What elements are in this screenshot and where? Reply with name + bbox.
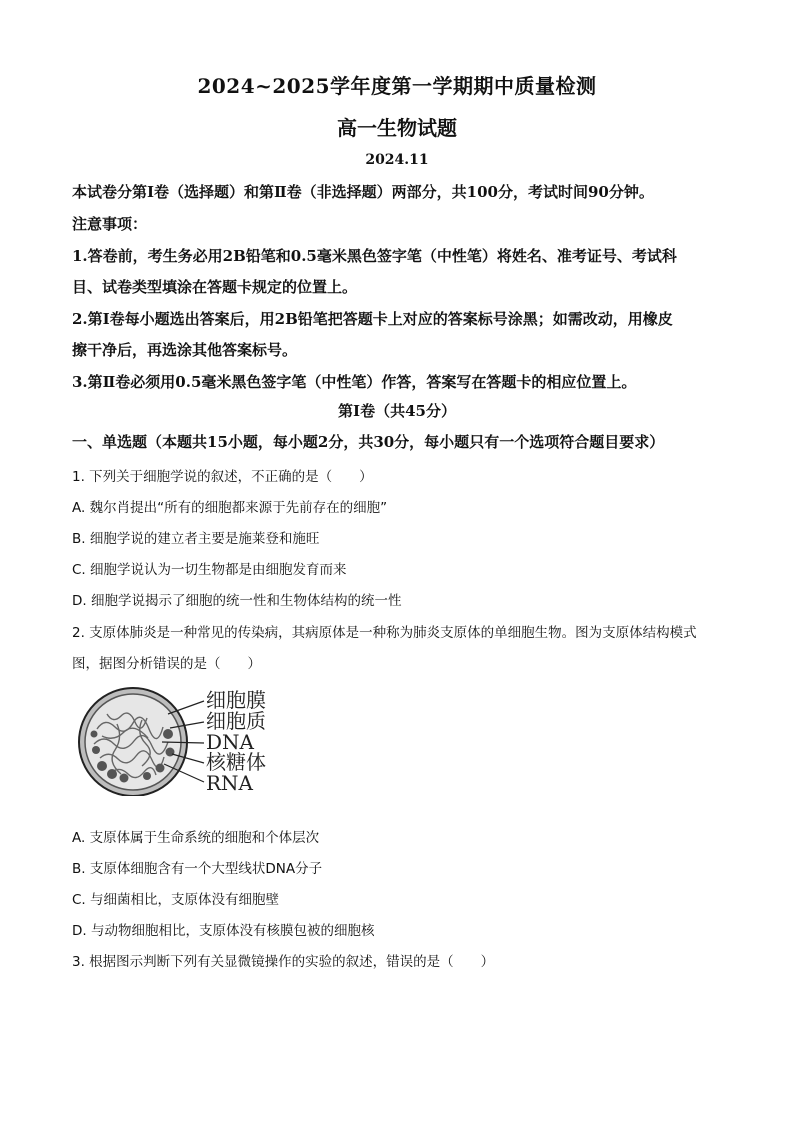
- notice-item-2-line-1: 2.第Ⅰ卷每小题选出答案后，用2B铅笔把答题卡上对应的答案标号涂黑；如需改动，用橡皮: [72, 310, 673, 328]
- exam-title: 2024~2025学年度第一学期期中质量检测: [197, 74, 597, 98]
- intro-text: 本试卷分第Ⅰ卷（选择题）和第Ⅱ卷（非选择题）两部分，共100分，考试时间90分钟。: [72, 183, 654, 201]
- notice-item-3: 3.第Ⅱ卷必须用0.5毫米黑色签字笔（中性笔）作答，答案写在答题卡的相应位置上。: [72, 373, 637, 391]
- notice-item-2-line-2: 擦干净后，再选涂其他答案标号。: [72, 341, 298, 359]
- notice-item-1-line-2: 目、试卷类型填涂在答题卡规定的位置上。: [72, 278, 358, 296]
- label-cell-membrane: 细胞膜: [206, 688, 266, 712]
- mycoplasma-structure-diagram: [72, 684, 302, 796]
- question-1-option-b: B. 细胞学说的建立者主要是施莱登和施旺: [72, 531, 320, 547]
- question-3-stem: 3. 根据图示判断下列有关显微镜操作的实验的叙述，错误的是（ ）: [72, 954, 495, 970]
- question-2-stem-line-2: 图，据图分析错误的是（ ）: [72, 656, 261, 672]
- question-2-stem-line-1: 2. 支原体肺炎是一种常见的传染病，其病原体是一种称为肺炎支原体的单细胞生物。图为支原体结构模式: [72, 625, 697, 641]
- exam-date: 2024.11: [365, 152, 429, 168]
- question-1-stem: 1. 下列关于细胞学说的叙述，不正确的是（ ）: [72, 469, 373, 485]
- question-2-option-d: D. 与动物细胞相比，支原体没有核膜包被的细胞核: [72, 923, 375, 939]
- question-2-option-c: C. 与细菌相比，支原体没有细胞壁: [72, 892, 280, 908]
- label-cytoplasm: 细胞质: [206, 709, 266, 733]
- exam-subtitle: 高一生物试题: [337, 116, 457, 140]
- question-1-option-c: C. 细胞学说认为一切生物都是由细胞发育而来: [72, 562, 347, 578]
- label-ribosome: 核糖体: [206, 750, 266, 774]
- question-1-option-a: A. 魏尔肖提出“所有的细胞都来源于先前存在的细胞”: [72, 500, 388, 516]
- label-dna: DNA: [206, 730, 254, 754]
- question-1-option-d: D. 细胞学说揭示了细胞的统一性和生物体结构的统一性: [72, 593, 402, 609]
- part-heading: 一、单选题（本题共15小题，每小题2分，共30分，每小题只有一个选项符合题目要求）: [72, 433, 665, 451]
- section-title: 第Ⅰ卷（共45分）: [338, 402, 456, 420]
- question-2-option-a: A. 支原体属于生命系统的细胞和个体层次: [72, 830, 320, 846]
- label-rna: RNA: [206, 771, 254, 795]
- question-2-option-b: B. 支原体细胞含有一个大型线状DNA分子: [72, 861, 323, 877]
- notice-item-1-line-1: 1.答卷前，考生务必用2B铅笔和0.5毫米黑色签字笔（中性笔）将姓名、准考证号、考试科: [72, 247, 677, 265]
- notice-title: 注意事项：: [72, 215, 148, 233]
